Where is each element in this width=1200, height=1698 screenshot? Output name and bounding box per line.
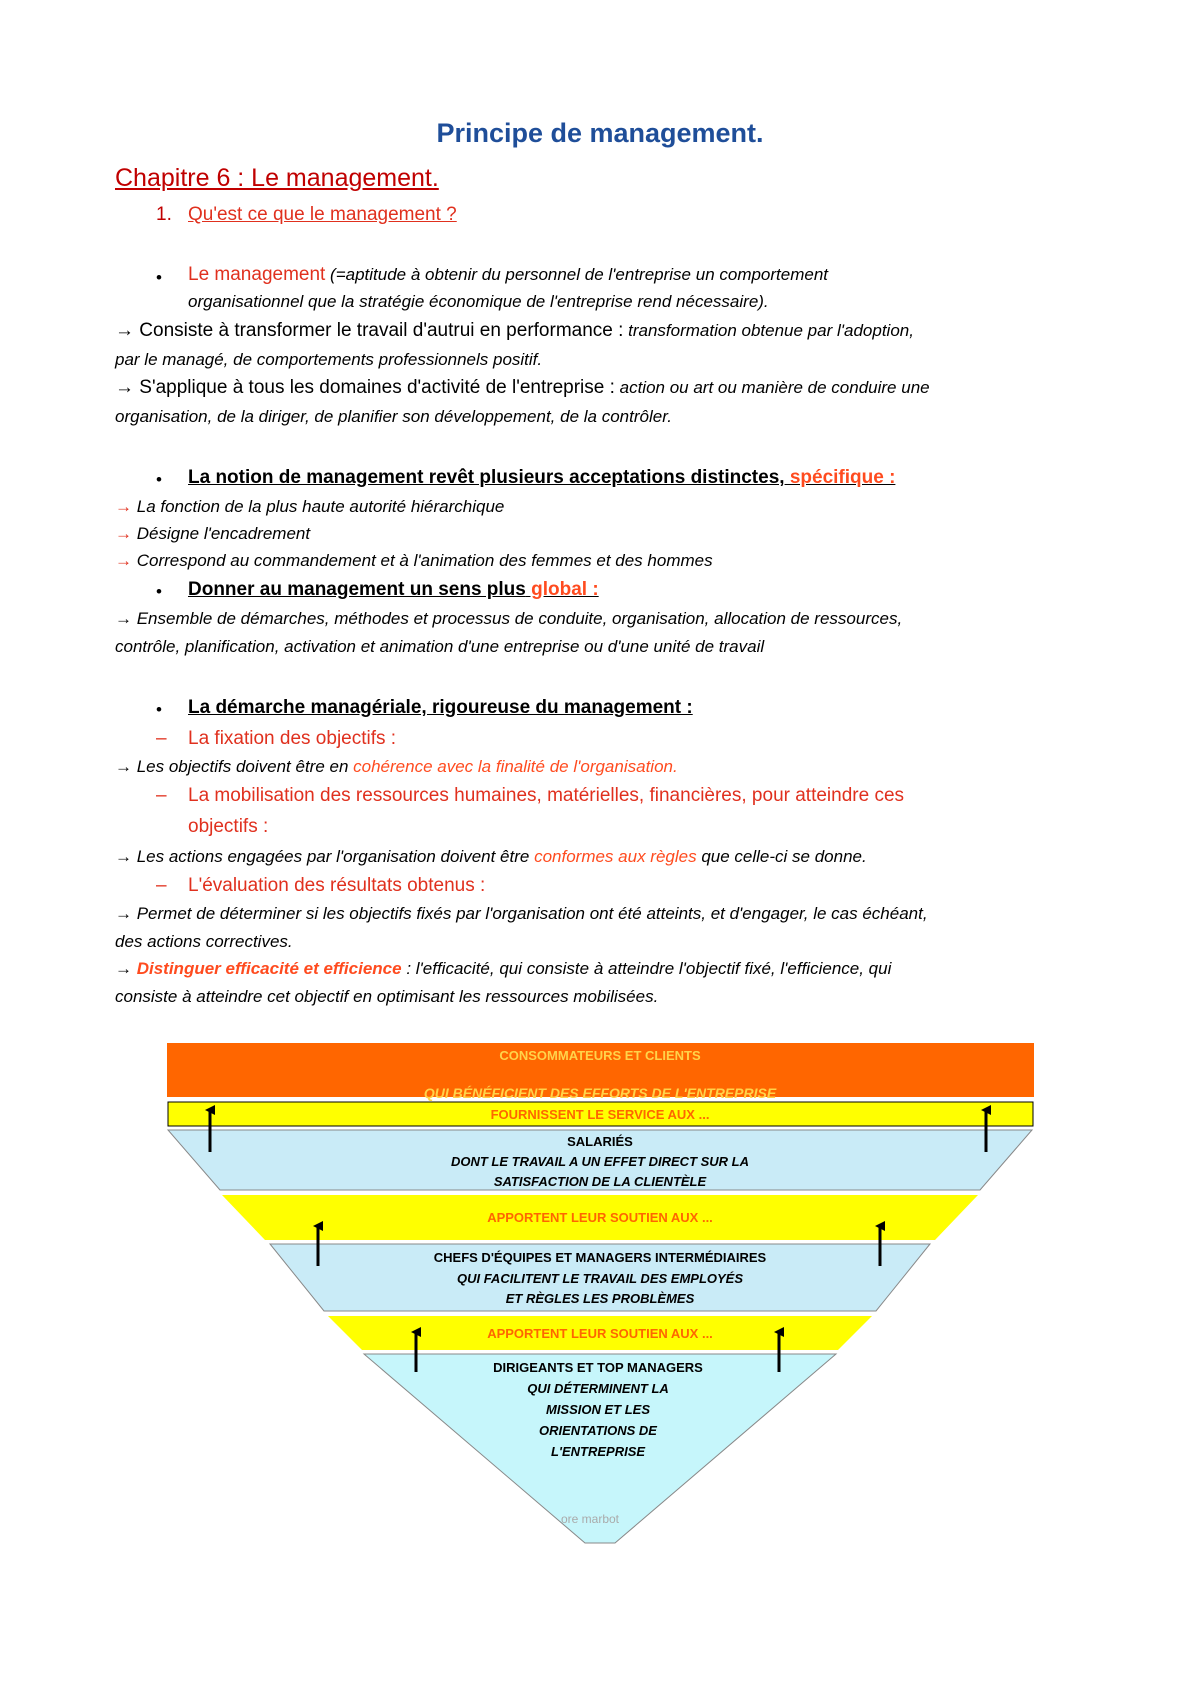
demarche-heading: La démarche managériale, rigoureuse du management : (188, 697, 693, 718)
efficience-text: : l'efficacité, qui consiste à atteindre l'objectif fixé, l'efficience, qui (401, 959, 892, 978)
pyramid-band-3-text: APPORTENT LEUR SOUTIEN AUX ... (487, 1326, 713, 1341)
evaluation-line-2: des actions correctives. (115, 932, 293, 951)
notion-item-1: La fonction de la plus haute autorité hiérarchique (136, 497, 505, 516)
pyramid-chefs-3: ET RÈGLES LES PROBLÈMES (505, 1291, 695, 1306)
pyramid-salaries-2: DONT LE TRAVAIL A UN EFFET DIRECT SUR LA (450, 1154, 750, 1169)
arrow-icon: → (115, 551, 132, 570)
mobilisation-text: → Les actions engagées par l'organisation doivent être (115, 847, 530, 866)
notion-item-2: Désigne l'encadrement (136, 524, 311, 543)
applies-bold: → S'applique à tous les domaines d'activité de l'entreprise : (115, 377, 615, 398)
bullet: • (156, 700, 162, 719)
page-title: Principe de management. (436, 118, 764, 148)
notion-accent: spécifique : (784, 467, 896, 488)
pyramid-band-1-text: FOURNISSENT LE SERVICE AUX ... (490, 1107, 710, 1122)
arrow-icon: → (115, 959, 132, 978)
arrow-icon: → (115, 524, 132, 543)
fixation-text: → Les objectifs doivent être en (115, 757, 349, 776)
section-heading: Qu'est ce que le management ? (188, 204, 457, 225)
section-number: 1. (156, 204, 172, 225)
bullet: • (156, 470, 162, 489)
mobilisation-accent: conformes aux règles (529, 847, 697, 866)
fixation-accent: cohérence avec la finalité de l'organisation. (348, 757, 678, 776)
pyramid-band-2-text: APPORTENT LEUR SOUTIEN AUX ... (487, 1210, 713, 1225)
global-line-1: → Ensemble de démarches, méthodes et processus de conduite, organisation, allocation de ressources, (115, 609, 903, 628)
pyramid-watermark: ore marbot (560, 1512, 620, 1526)
pyramid-chefs-2: QUI FACILITENT LE TRAVAIL DES EMPLOYÉS (456, 1271, 744, 1286)
transform-italic-1: transformation obtenue par l'adoption, (623, 321, 914, 340)
efficience-accent: Distinguer efficacité et efficience (132, 959, 402, 978)
mobilisation-end: que celle-ci se donne. (696, 847, 867, 866)
applies-italic-2: organisation, de la diriger, de planifier son développement, de la contrôler. (115, 407, 672, 426)
bullet: • (156, 268, 162, 287)
chapter-heading: Chapitre 6 : Le management. (115, 164, 439, 192)
global-accent: global : (525, 579, 599, 600)
evaluation-line-1: → Permet de déterminer si les objectifs fixés par l'organisation ont été atteints, et d'engager, le cas échéant, (115, 904, 928, 923)
dash: – (156, 728, 167, 749)
pyramid-salaries-1: SALARIÉS (567, 1134, 633, 1149)
pyramid-directors-3: MISSION ET LES (545, 1402, 651, 1417)
management-def-1: (=aptitude à obtenir du personnel de l'entreprise un comportement (325, 265, 829, 284)
pyramid-directors-4: ORIENTATIONS DE (539, 1423, 657, 1438)
pyramid-directors-1: DIRIGEANTS ET TOP MANAGERS (493, 1360, 703, 1375)
pyramid-directors-5: L'ENTREPRISE (550, 1444, 646, 1459)
pyramid-chefs-1: CHEFS D'ÉQUIPES ET MANAGERS INTERMÉDIAIRES (433, 1250, 767, 1265)
pyramid-salaries-3: SATISFACTION DE LA CLIENTÈLE (493, 1174, 707, 1189)
transform-italic-2: par le managé, de comportements professionnels positif. (115, 350, 543, 369)
efficience-line-2: consiste à atteindre cet objectif en optimisant les ressources mobilisées. (115, 987, 659, 1006)
transform-bold: → Consiste à transformer le travail d'autrui en performance : (115, 320, 624, 341)
fixation-heading: La fixation des objectifs : (188, 728, 397, 749)
dash: – (156, 785, 167, 806)
mobilisation-heading-2: objectifs : (188, 816, 269, 837)
management-lead: Le management (188, 264, 326, 285)
evaluation-heading: L'évaluation des résultats obtenus : (188, 875, 486, 896)
notion-item-3: Correspond au commandement et à l'animation des femmes et des hommes (136, 551, 713, 570)
pyramid-directors-2: QUI DÉTERMINENT LA (527, 1381, 669, 1396)
global-line-2: contrôle, planification, activation et animation d'une entreprise ou d'une unité de travail (115, 637, 765, 656)
mobilisation-heading-1: La mobilisation des ressources humaines, matérielles, financières, pour atteindre ces (188, 785, 905, 806)
dash: – (156, 875, 167, 896)
applies-italic-1: action ou art ou manière de conduire une (614, 378, 930, 397)
bullet: • (156, 582, 162, 601)
notion-text: La notion de management revêt plusieurs acceptations distinctes, (188, 467, 785, 488)
management-def-2: organisationnel que la stratégie économique de l'entreprise rend nécessaire). (188, 292, 769, 311)
arrow-icon: → (115, 497, 132, 516)
pyramid-top-text-1: CONSOMMATEURS ET CLIENTS (499, 1048, 701, 1063)
pyramid-top-text-2: QUI BÉNÉFICIENT DES EFFORTS DE L'ENTREPRISE (423, 1085, 777, 1101)
global-text: Donner au management un sens plus (188, 579, 526, 600)
